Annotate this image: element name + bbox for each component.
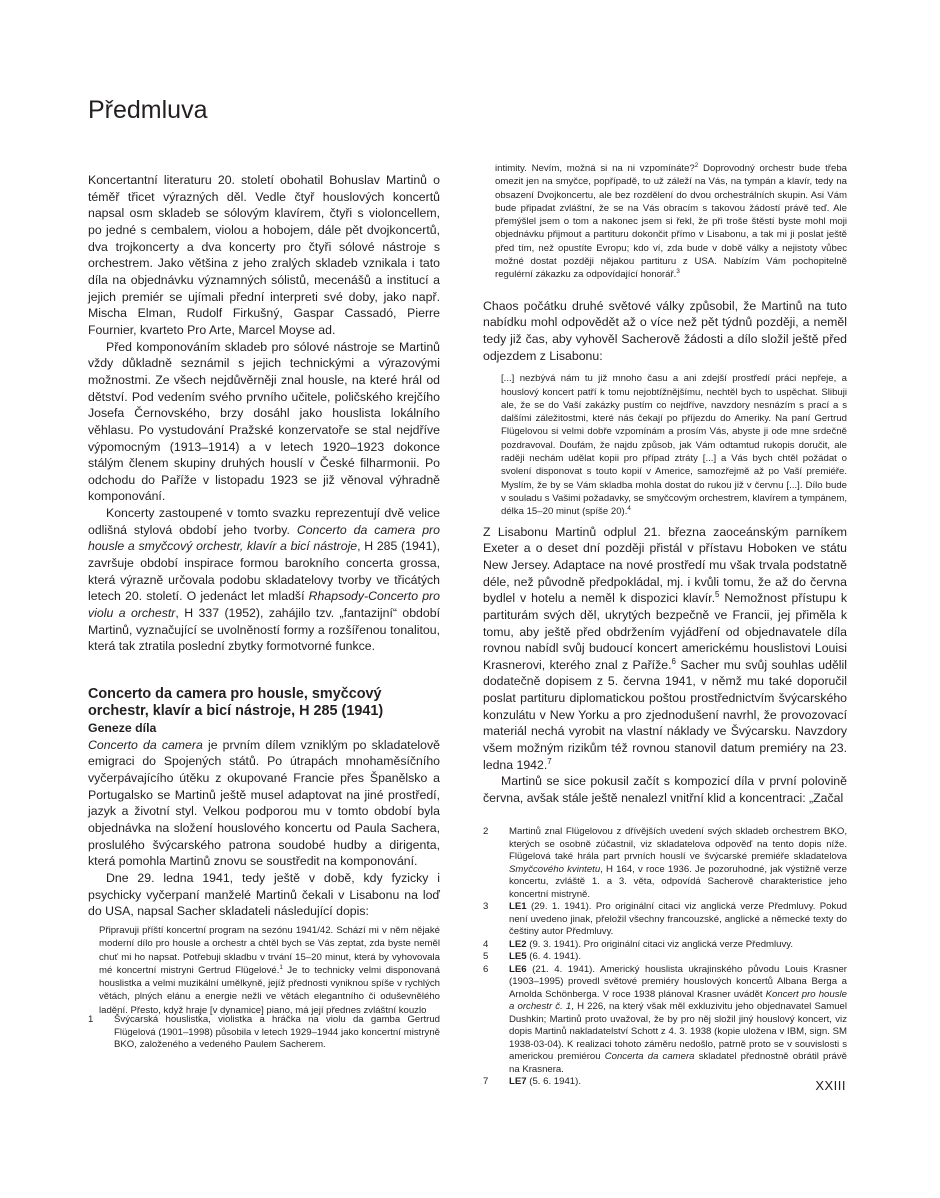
section-heading: Concerto da camera pro housle, smyčcový orchestr, klavír a bicí nástroje, H 285 (1941) <box>88 686 384 720</box>
paragraph-war-chaos: Chaos počátku druhé světové války způsobil, že Martinů na tuto nabídku mohl odpovědět až o více než pět týdnů později, a neměl tedy již čas, aby vyhověl Sacherově žádosti a dílo složil ještě před odjezdem z Lisabonu: <box>483 298 847 363</box>
footnote-ref: 7 <box>547 756 552 766</box>
footnotes-left <box>88 1014 440 1052</box>
footnote-number: 6 <box>483 963 489 975</box>
footnote-text: LE1 (29. 1. 1941). Pro originální citaci viz anglická verze Předmluvy. Pokud není uvedeno jinak, přeložil všechny francouzské, anglické a německé texty do češtiny autor Předmluvy. <box>509 901 847 937</box>
footnote-3 <box>483 901 847 939</box>
paragraph-concertos-overview: Koncerty zastoupené v tomto svazku reprezentují dvě velice odlišná stylová období jeho tvorby. Concerto da camera pro housle a smyčcový orchestr, klavír a bicí nástroje, H 285 (1941), završuje období inspirace formou barokního concerta grossa, která výrazně určovala podobu skladatelovy tvorby ve třicátých letech 20. století. O jedenáct let mladší Rhapsody-Concerto pro violu a orchestr, H 337 (1952), zahájilo tzv. „fantazijní“ období Martinů, vyznačující se uvolněností formy a rozšířenou tonalitou, která tak ztratila poslední zbytky formotvorné funkce. <box>88 506 440 654</box>
footnote-ref: 2 <box>694 161 699 169</box>
footnote-2 <box>483 826 847 901</box>
footnote-number: 2 <box>483 826 489 837</box>
paragraph-genesis: Concerto da camera je prvním dílem vzniklým po skladatelově emigraci do Spojených států. Po útrapách mnohaměsíčního vyčerpávajícího útěku z okupované Francie přes Španělsko a Portugalsko se Martinů ještě musel adaptovat na jiné prostředí, jazyk a životní styl. Velkou podporou mu v tomto období byla objednávka na složení houslového koncertu od Paula Sachera, proslulého švýcarského patrona soudobé hudby a dirigenta, která pomohla Martinů znovu se soustředit na komponování. <box>88 737 440 869</box>
footnote-text: Martinů znal Flügelovou z dřívějších uvedení svých skladeb orchestrem BKO, kterých se osobně zúčastnil, viz skladatelova odpověď na tento dopis níže. Flügelová také hrála part prvních houslí ve švýcarské premiéře skladatelova Smyčcového kvintetu, H 164, v roce 1936. Je pozoruhodné, jak výstižně verze koncertu, zvláště 1. a 3. věta, odpovídá Sacherově charakteristice jeho koncertní mistryně. <box>509 826 848 900</box>
paragraph-intro: Koncertantní literaturu 20. století obohatil Bohuslav Martinů o téměř třicet výrazných děl. Vedle čtyř houslových koncertů napsal osm skladeb se sólovým klavírem, čtyři s violoncellem, po jedné s cembalem, violou a hobojem, dále pět dvojkoncertů, dva trojkoncerty a dva koncerty pro čtyři sólové nástroje s orchestrem. Jako většina z jeho zralých skladeb vznikala i tato díla na objednávku významných sólistů, mecenášů a institucí a jejich premiér se ujímali přední interpreti své doby, jako např. Mischa Elman, Rudolf Firkušný, Gaspar Cassadó, Pierre Fournier, kvarteto Pro Arte, Marcel Moyse ad. <box>88 173 440 337</box>
page-number: XXIII <box>815 1078 846 1093</box>
footnotes-right <box>483 826 847 1089</box>
quote-sacher-letter: Připravuji příští koncertní program na sezónu 1941/42. Schází mi v něm nějaké moderní dílo pro housle a orchestr a chtěl bych se Vás zeptat, zda byste neměl chuť mi ho napsat. Potřebuji skladbu v trvání 15–20 minut, která by vyhovovala mé koncertní mistryni Gertrud Flügelové.$^1$ Je to technicky velmi disponovaná houslistka a velmi muzikální umělkyně, jejíž přednosti vyniknou spíše v rychlých větách, plných elánu a energie nežli ve větách elegantního či oduševnělého ladění. Přesto, když hraje [v dynamice] piano, má její přednes zvláštní kouzlo <box>99 924 440 1016</box>
footnote-ref: 4 <box>627 505 631 513</box>
paragraph-arrival-usa: Z Lisabonu Martinů odplul 21. března zaoceánským parníkem Exeter a o deset dní později přistál v přístavu Hoboken ve státu New Jersey. Adaptace na nové prostředí mu však trvala podstatně déle, než původně předpokládal, mj. i kvůli tomu, že až do června bydlel v hotelu a neměl k dispozici klavír.$^5$ Nemožnost přístupu k partiturám svých děl, ukrytých bezpečně ve Francii, jej přiměla k tomu, aby ještě před obdržením vyjádření od objednavatele díla rovnou nabídl svůj budoucí koncert americkému houslistovi Louisi Krasnerovi, kterého znal z Paříže.$^6$ Sacher mu svůj souhlas udělil dodatečně dopisem z 5. června 1941, v němž mu také doporučil poslat partituru diplomatickou poštou prostřednictvím švýcarského konzulátu v New Yorku a pro zjednodušení navrhl, že provozovací materiál nechá vyrobit na vlastní náklady ve Švýcarsku. Navzdory všem možným rizikům též rovnou stanovil datum premiéry na 23. ledna 1942.$^7$ <box>483 524 847 772</box>
page-title: Předmluva <box>88 95 208 124</box>
quote-sacher-letter-continued: intimity. Nevím, možná si na ni vzpomínáte?$^2$ Doprovodný orchestr bude třeba omezit jen na smyčce, popřípadě, to už záleží na Vás, na tympán a klavír, tedy na obsazení Dvojkoncertu, ale bez rozdělení do dvou orchestrálních skupin. Asi Vám bude připadat zvláštní, že se na Vás obracím s takovou žádostí právě teď. Ale přemýšlel jsem o tom a nakonec jsem si řekl, že při troše štěstí byste mohl moji objednávku přijmout a partituru dokončit přímo v Lisabonu, a tak mi ji poslat ještě před tím, než opustíte Evropu; kdo ví, zda bude v době války a nejistoty vůbec možné dostat později nějakou partituru z USA. Nabízím Vám pochopitelně regulérní zákazku za odpovídající honorář.$^3$ <box>495 161 847 281</box>
subsection-heading: Geneze díla <box>88 721 157 736</box>
footnote-ref: 3 <box>676 268 680 276</box>
footnote-text: Švýcarská houslistka, violistka a hráčka na violu da gamba Gertrud Flügelová (1901–1998) působila v letech 1929–1944 jako koncertní mistryně BKO, založeného a vedeného Paulem Sacherem. <box>114 1014 440 1050</box>
quote-martinu-reply: [...] nezbývá nám tu již mnoho času a ani zdejší prostředí práci nepřeje, a houslový koncert patří k tomu nejobtížnějšímu, nechtěl bych to uspěchat. Slibuji ale, že se do Vaší zakázky pustím co nejdříve, navzdory nesnázím s prací a s dalšími záležitostmi, které nás čekají po příjezdu do Ameriky. Na paní Gertrud Flügelovou si velmi dobře vzpomínám a prosím Vás, abyste ji ode mne srdečně pozdravoval. Doufám, že najdu způsob, jak Vám odtamtud rukopis doručit, ale raději nechám udělat kopii pro případ ztráty [...] a Vás bych chtěl požádat o svolení disponovat s touto kopií v Americe, samozřejmě až po Vaší premiéře. Myslím, že by se Vám skladba mohla dostat do rukou již v červnu [...]. Dílo bude v souladu s Vašimi požadavky, se smyčcovým orchestrem, klavírem a tympánem, délka 15–20 minut (spíše 20).$^4$ <box>501 373 847 518</box>
footnote-number: 1 <box>88 1014 94 1025</box>
right-column <box>483 162 847 807</box>
paragraph-sacher-letter-intro: Dne 29. ledna 1941, tedy ještě v době, kdy fyzicky i psychicky vyčerpaní manželé Martinů čekali v Lisabonu na loď do USA, napsal Sacher skladateli následující dopis: <box>88 870 440 919</box>
footnote-4 <box>483 939 847 952</box>
footnote-text: LE5 (6. 4. 1941). <box>509 951 582 962</box>
footnote-6 <box>483 964 847 1077</box>
footnote-number: 5 <box>483 951 489 962</box>
footnote-number: 7 <box>483 1076 489 1087</box>
paragraph-violin-background: Před komponováním skladeb pro sólové nástroje se Martinů vždy důkladně seznámil s jejich technickými a výrazovými možnostmi. Ze všech nejdůvěrněji znal housle, na které hrál od dětství. Pod vedením svého prvního učitele, poličského krejčího Josefa Černovského, brzy dosáhl jako houslista lokálního věhlasu. Po vystudování Pražské konzervatoře se stal nejdříve výpomocným (1913–1914) a v letech 1920–1923 dokonce stálým členem skupiny druhých houslí v České filharmonii. Po odchodu do Paříže v listopadu 1923 se již věnoval výhradně komponování. <box>88 339 440 504</box>
footnote-ref: 6 <box>671 656 676 666</box>
footnote-text: LE7 (5. 6. 1941). <box>509 1076 582 1087</box>
footnote-1 <box>88 1014 440 1052</box>
paragraph-composition-start: Martinů se sice pokusil začít s kompozicí díla v první polovině června, avšak stále ještě nenalezl vnitřní klid a koncentraci: „Začal <box>483 774 847 806</box>
footnote-text: LE6 (21. 4. 1941). Americký houslista ukrajinského původu Louis Krasner (1903–1995) provedl světové premiéry houslových koncertů Albana Berga a Arnolda Schönberga. V roce 1938 plánoval Krasner uvádět Koncert pro housle a orchestr č. 1, H 226, na který však měl exkluzivitu jeho objednavatel Samuel Dushkin; Martinů proto uvažoval, že by pro něj složil jiný houslový koncert, viz dopis Martinů nakladatelství Schott z 4. 3. 1938 (kopie uložena v IBM, sign. SM 1938-03-04). K realizaci tohoto záměru nedošlo, patrně proto se v souvislosti s americkou premiérou Concerta da camera skladatel přednostně obrátil právě na Krasnera. <box>509 963 847 1075</box>
footnote-text: LE2 (9. 3. 1941). Pro originální citaci viz anglická verze Předmluvy. <box>509 938 794 950</box>
footnote-5 <box>483 951 847 964</box>
footnote-ref: 1 <box>279 963 283 971</box>
footnote-ref: 5 <box>715 590 720 600</box>
left-column <box>88 172 440 1017</box>
footnote-number: 4 <box>483 938 489 950</box>
footnote-number: 3 <box>483 901 489 912</box>
footnote-7 <box>483 1076 847 1089</box>
